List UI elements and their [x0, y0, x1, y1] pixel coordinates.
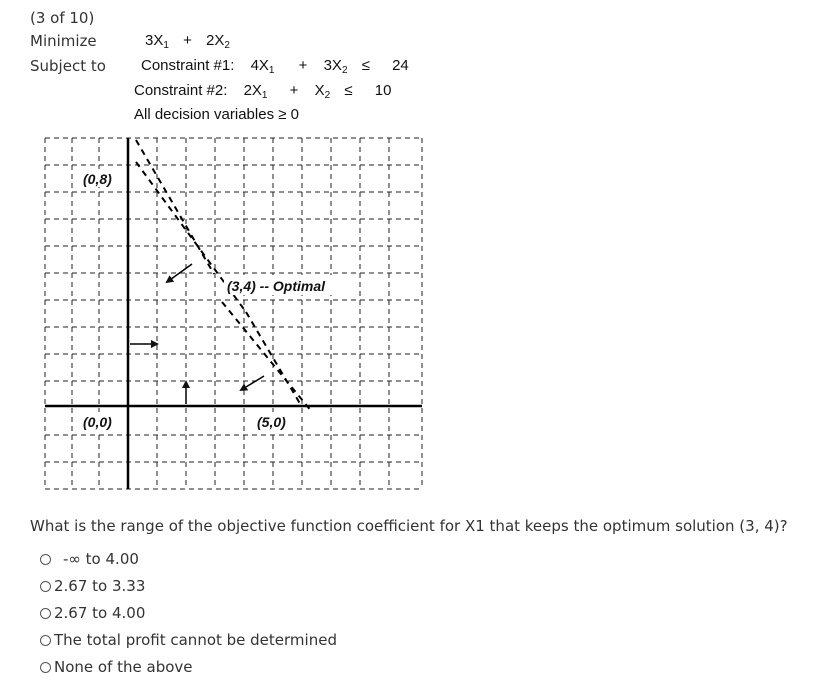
- grid: [45, 138, 422, 489]
- objective-function: [145, 32, 230, 51]
- constraint-2-line-lower: [222, 302, 312, 412]
- option-1-radio[interactable]: [40, 554, 51, 565]
- objective-term-2: $2X_2$: [206, 32, 230, 51]
- point-label-3-4-optimal: (3,4) -- Optimal: [227, 278, 326, 294]
- constraint-2-relation: ≤: [344, 82, 353, 99]
- constraint-1-label: Constraint #1:: [141, 57, 235, 74]
- constraint-1-relation: ≤: [361, 57, 370, 74]
- constraint-1-direction-arrow: [167, 264, 192, 282]
- constraint-1-term-2: $3X_2$: [323, 57, 348, 76]
- option-3-label[interactable]: 2.67 to 4.00: [54, 604, 146, 622]
- constraint-2-term-2: $X_2$: [314, 82, 331, 101]
- lp-graph: [36, 132, 426, 492]
- option-4[interactable]: [40, 631, 337, 649]
- point-label-5-0: (5,0): [257, 414, 286, 430]
- option-2[interactable]: [40, 577, 145, 595]
- objective-term-1: $3X_1$: [145, 32, 169, 51]
- option-1-label[interactable]: -∞ to 4.00: [63, 550, 139, 568]
- question-text: What is the range of the objective function coefficient for X1 that keeps the optimum solution (3, 4)?: [30, 517, 788, 535]
- option-1[interactable]: [40, 550, 139, 568]
- point-label-0-0: (0,0): [83, 414, 112, 430]
- constraint-1-term-1: $4X_1$: [250, 57, 275, 76]
- option-2-label[interactable]: 2.67 to 3.33: [54, 577, 146, 595]
- option-5-label[interactable]: None of the above: [54, 658, 193, 676]
- option-3[interactable]: [40, 604, 145, 622]
- constraint-1-operator: +: [298, 57, 308, 74]
- constraint-2-label: Constraint #2:: [134, 82, 228, 99]
- constraint-1-rhs: 24: [392, 57, 409, 74]
- objective-operator: +: [183, 32, 192, 49]
- point-label-0-8: (0,8): [83, 171, 112, 187]
- constraint-1-line-lower: [246, 312, 302, 407]
- option-4-label[interactable]: The total profit cannot be determined: [54, 631, 337, 649]
- option-5-radio[interactable]: [40, 662, 51, 673]
- question-counter: (3 of 10): [30, 9, 95, 27]
- constraint-1: [141, 57, 409, 76]
- constraint-2-rhs: 10: [374, 82, 392, 99]
- option-4-radio[interactable]: [40, 635, 51, 646]
- option-2-radio[interactable]: [40, 581, 51, 592]
- minimize-label: Minimize: [30, 32, 97, 50]
- constraint-2-operator: +: [289, 82, 299, 99]
- constraint-2-term-1: $2X_1$: [243, 82, 268, 101]
- constraint-2: [134, 82, 391, 101]
- option-5[interactable]: [40, 658, 193, 676]
- subject-to-label: Subject to: [30, 57, 106, 75]
- nonnegativity-constraint: All decision variables ≥ 0: [134, 106, 299, 123]
- option-3-radio[interactable]: [40, 608, 51, 619]
